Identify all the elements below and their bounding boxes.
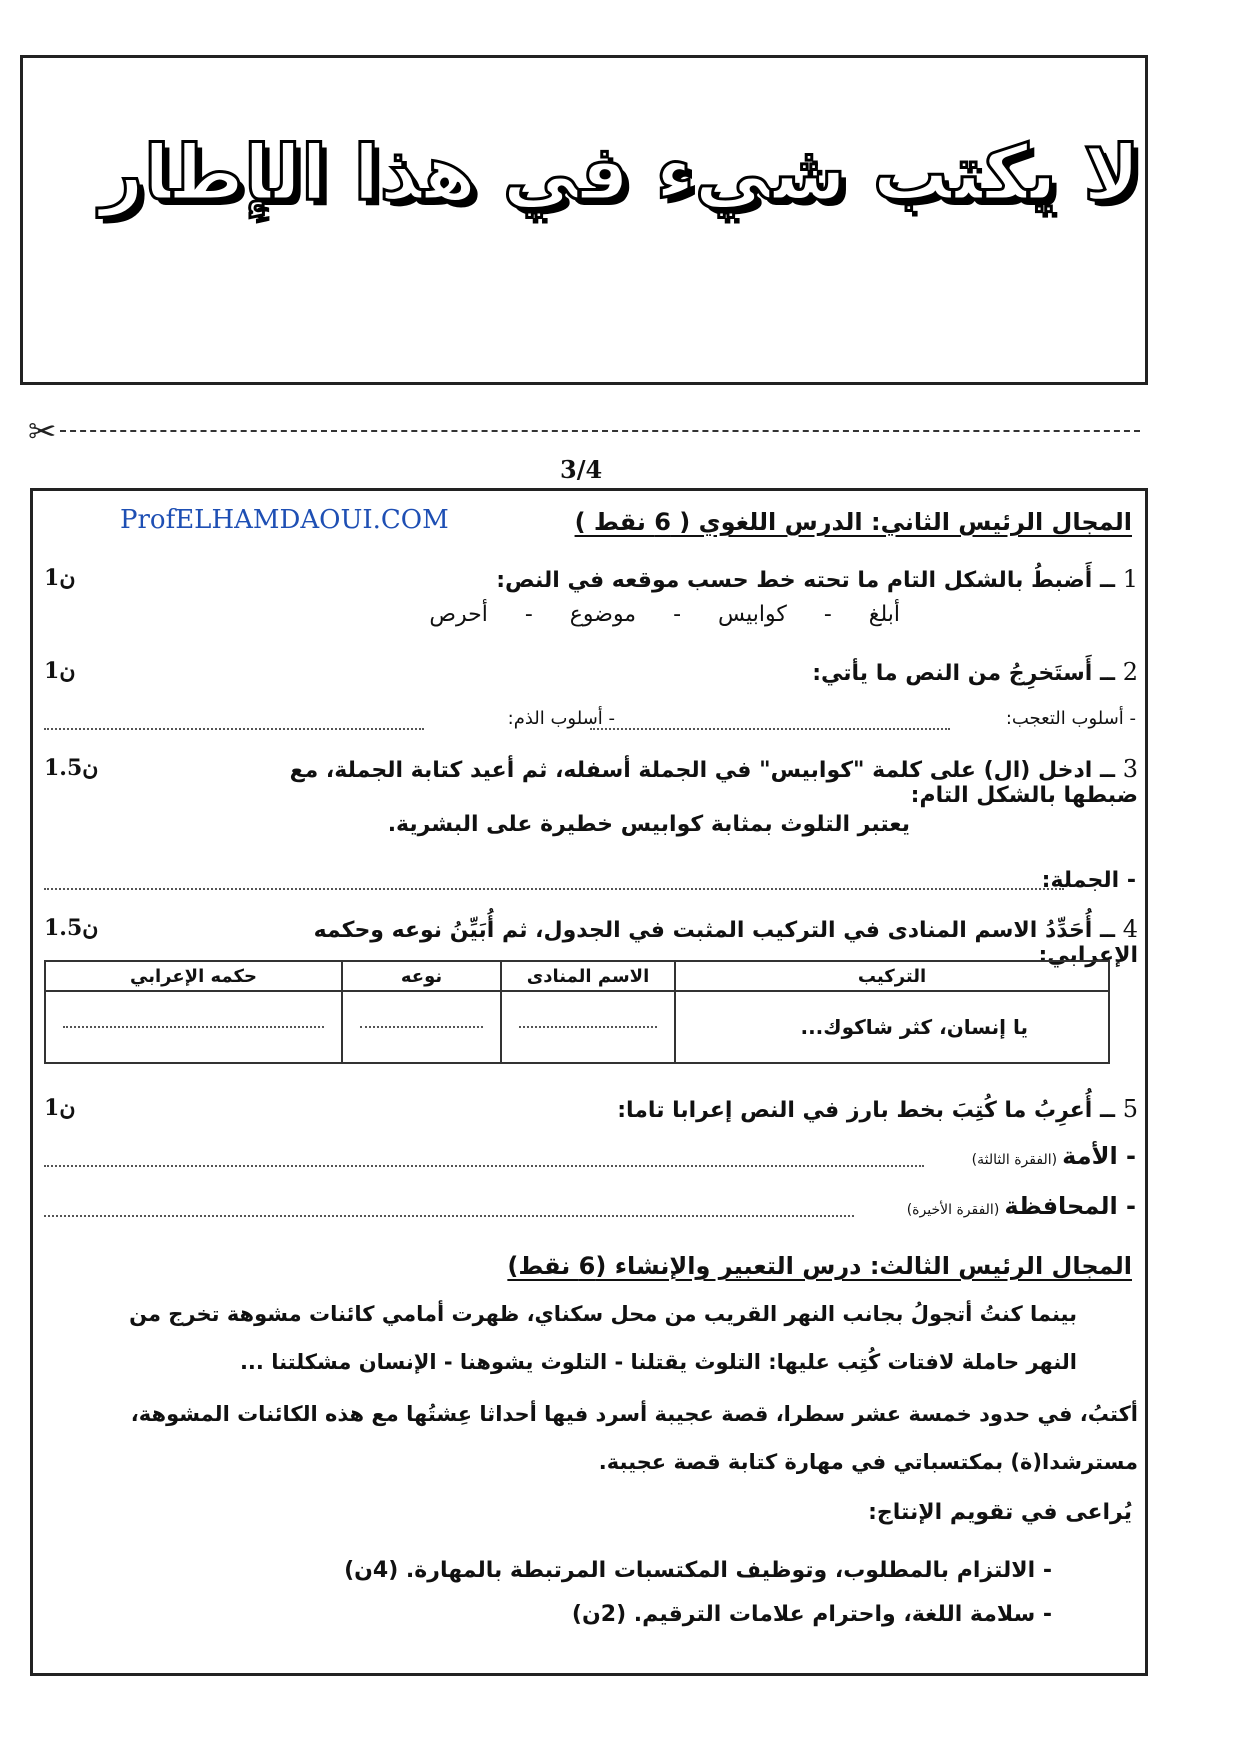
q3-answer-label: - الجملة: [1041,868,1136,893]
q4-header-ruling: حكمه الإعرابي [45,961,342,991]
q2-label-blame: - أسلوب الذم: [507,708,615,729]
q1-word-2: كوابيس [718,602,787,627]
q4-points: 1.5ن [44,915,99,941]
q5-note-third-paragraph: (الفقرة الثالثة) [971,1152,1058,1168]
no-write-frame [20,55,1148,385]
q2-answer-blame[interactable] [44,728,424,730]
q2-number: 2 [1122,658,1138,686]
prompt-line-2: النهر حاملة لافتات كُتِب عليها: التلوث يقتلنا - التلوث يشوهنا - الإنسان مشكلتنا ... [239,1350,1077,1374]
q5-item-1 [972,1142,1136,1170]
q4-ruling-cell[interactable] [45,991,342,1063]
section3-task [78,1390,1138,1486]
scissors-icon: ✂ [28,412,57,452]
q3-sentence: يعتبر التلوث بمثابة كوابيس خطيرة على البشرية. [387,812,910,837]
q5-item-2 [907,1192,1136,1220]
q5-word-preservation: - المحافظة [1004,1192,1136,1220]
q4-type-cell[interactable] [342,991,501,1063]
q4-table-header-row [45,961,1109,991]
q3-points: 1.5ن [44,755,99,781]
q5-word-nation: - الأمة [1062,1142,1136,1170]
q3-text: ــ ادخل (ال) على كلمة "كوابيس" في الجملة أسفله، ثم أعيد كتابة الجملة، مع ضبطها بالشكل التام: [289,758,1138,808]
q2-points: 1ن [44,658,76,684]
q5-number: 5 [1122,1095,1138,1123]
q5-note-last-paragraph: (الفقرة الأخيرة) [906,1202,1000,1218]
q5-answer-1[interactable] [44,1165,924,1167]
q1-sep-2: - [673,602,682,627]
q4-text: ــ أُحَدِّدُ الاسم المنادى في التركيب المثبت في الجدول، ثم أُبَيِّنُ نوعه وحكمه الإعرابي: [313,918,1138,968]
q1-number: 1 [1122,565,1138,593]
no-write-banner: لا يكتب شيء في هذا الإطار [100,128,1140,217]
q5-text: ــ أُعرِبُ ما كُتِبَ بخط بارز في النص إعرابا تاما: [617,1098,1116,1123]
task-line-2: مسترشدا(ة) بمكتسباتي في مهارة كتابة قصة عجيبة. [598,1450,1138,1474]
q3-row [238,755,1138,808]
q4-table [44,960,1110,1064]
section3-prompt [102,1290,1132,1386]
q1-word-4: أحرص [429,602,488,627]
prompt-line-1: بينما كنتُ أتجولُ بجانب النهر القريب من محل سكناي، ظهرت أمامي كائنات مشوهة تخرج من [129,1302,1077,1326]
q1-row [238,565,1138,593]
q4-vocative-cell[interactable] [501,991,675,1063]
criteria-title: يُراعى في تقويم الإنتاج: [868,1500,1132,1525]
q3-number: 3 [1122,755,1138,783]
q5-answer-2[interactable] [44,1215,854,1217]
q4-header-vocative: الاسم المنادى [501,961,675,991]
q1-points: 1ن [44,565,76,591]
website-watermark: ProfELHAMDAOUI.COM [120,505,449,535]
section2-title: المجال الرئيس الثاني: الدرس اللغوي ( 6 نقط ) [574,508,1132,536]
criterion-1: - الالتزام بالمطلوب، وتوظيف المكتسبات المرتبطة بالمهارة. (4ن) [344,1558,1052,1583]
q2-text: ــ أَستَخرِجُ من النص ما يأتي: [812,661,1116,686]
q5-row [238,1095,1138,1123]
q2-answer-exclamation[interactable] [590,728,950,730]
task-line-1: أكتبُ، في حدود خمسة عشر سطرا، قصة عجيبة أسرد فيها أحداثا عِشتُها مع هذه الكائنات المشوهة، [130,1402,1138,1426]
q1-word-3: موضوع [569,602,637,627]
q1-text: ــ أَضبطُ بالشكل التام ما تحته خط حسب موقعه في النص: [496,568,1116,593]
q1-sep-3: - [524,602,533,627]
q5-points: 1ن [44,1095,76,1121]
page-number: 3/4 [560,455,603,484]
q2-row [238,658,1138,686]
q3-answer-line[interactable] [44,888,1064,890]
q2-label-exclamation: - أسلوب التعجب: [1005,708,1136,729]
q4-table-row [45,991,1109,1063]
q1-word-1: أبلغ [868,602,900,627]
q1-sep-1: - [823,602,832,627]
q4-number: 4 [1122,915,1138,943]
q1-words [429,602,900,627]
q4-header-structure: التركيب [675,961,1109,991]
criterion-2: - سلامة اللغة، واحترام علامات الترقيم. (2ن) [571,1602,1052,1627]
section3-title: المجال الرئيس الثالث: درس التعبير والإنشاء (6 نقط) [507,1252,1132,1280]
q4-header-type: نوعه [342,961,501,991]
q4-structure-cell: يا إنسان، كثر شاكوك... [675,991,1109,1063]
cut-line [60,430,1140,432]
